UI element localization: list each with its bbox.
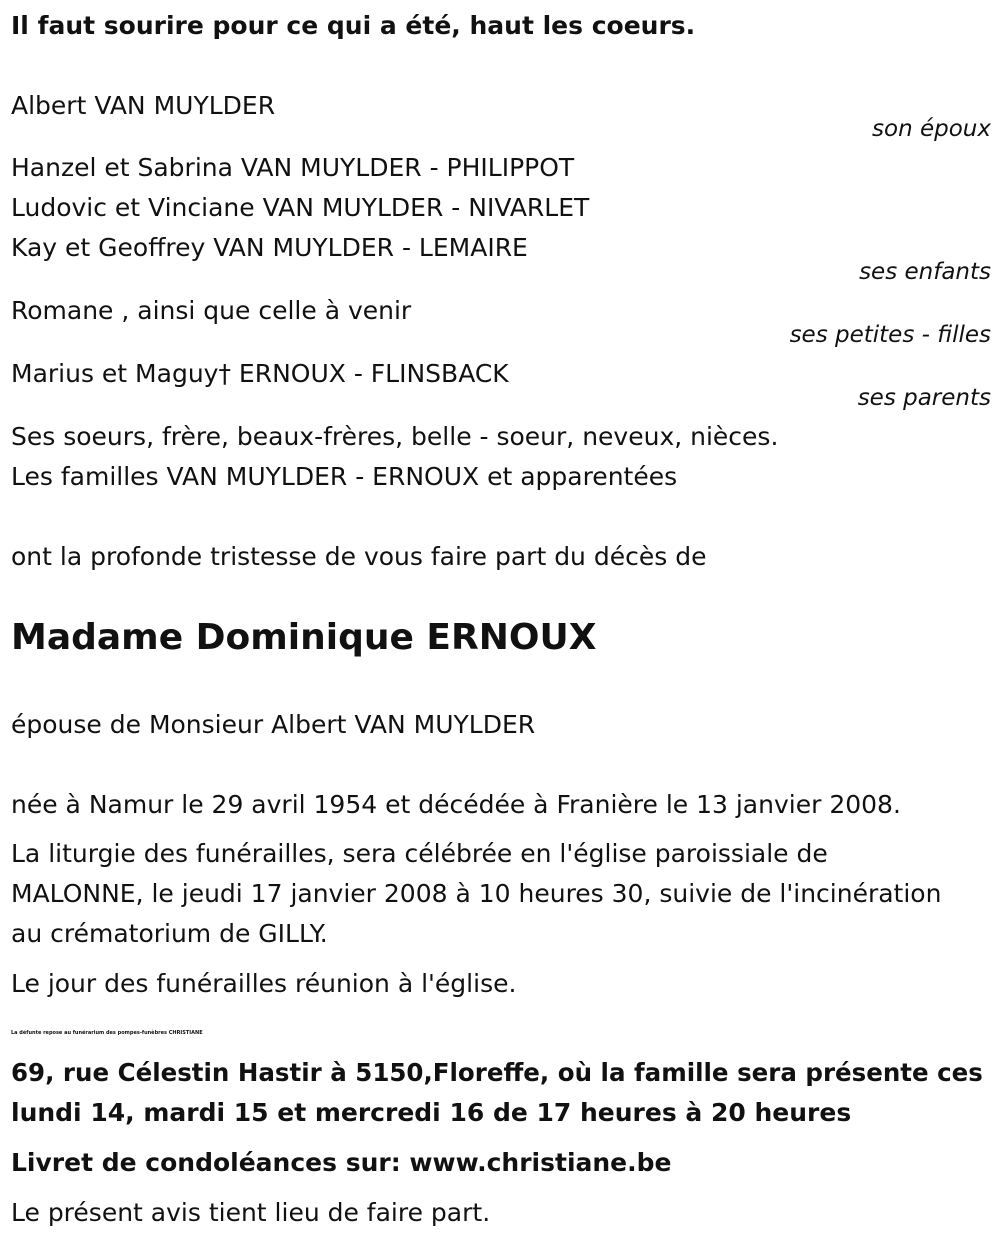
repose-line: lundi 14, mardi 15 et mercredi 16 de 17 heures à 20 heures [11,1098,852,1127]
grandchildren-role: ses petites - filles [789,322,991,348]
announcement: ont la profonde tristesse de vous faire part du décès de [11,542,707,571]
grandchildren-line: Romane , ainsi que celle à venir [11,296,412,325]
spouse-role: son époux [872,116,991,142]
child-line: Ludovic et Vinciane VAN MUYLDER - NIVARLET [11,193,590,222]
relatives-line: Les familles VAN MUYLDER - ERNOUX et apparentées [11,462,678,491]
repose-line: 69, rue Célestin Hastir à 5150,Floreffe, où la famille sera présente ces [11,1058,983,1087]
child-line: Hanzel et Sabrina VAN MUYLDER - PHILIPPOT [11,153,575,182]
spouse-of: épouse de Monsieur Albert VAN MUYLDER [11,710,536,739]
child-line: Kay et Geoffrey VAN MUYLDER - LEMAIRE [11,233,528,262]
parents-role: ses parents [857,385,991,411]
repose-paragraph [11,1013,983,1133]
liturgy-line: La liturgie des funérailles, sera célébrée en l'église paroissiale de [11,839,828,868]
closing-note: Le présent avis tient lieu de faire part. [11,1198,491,1227]
deceased-name: Madame Dominique ERNOUX [11,617,597,658]
liturgy-line: MALONNE, le jeudi 17 janvier 2008 à 10 heures 30, suivie de l'incinération [11,879,942,908]
spouse-name: Albert VAN MUYLDER [11,91,276,120]
repose-line: La défunte repose au funérarium des pompes-funèbres CHRISTIANE [11,1030,203,1036]
relatives-line: Ses soeurs, frère, beaux-frères, belle - soeur, neveux, nièces. [11,422,779,451]
condolences-line: Livret de condoléances sur: www.christiane.be [11,1148,672,1177]
parents-line: Marius et Maguy† ERNOUX - FLINSBACK [11,359,509,388]
liturgy-paragraph [11,834,941,954]
children-role: ses enfants [859,259,991,285]
motto: Il faut sourire pour ce qui a été, haut les coeurs. [11,11,696,40]
birth-death: née à Namur le 29 avril 1954 et décédée à Franière le 13 janvier 2008. [11,790,901,819]
reunion-note: Le jour des funérailles réunion à l'église. [11,969,517,998]
liturgy-line: au crématorium de GILLY. [11,919,328,948]
